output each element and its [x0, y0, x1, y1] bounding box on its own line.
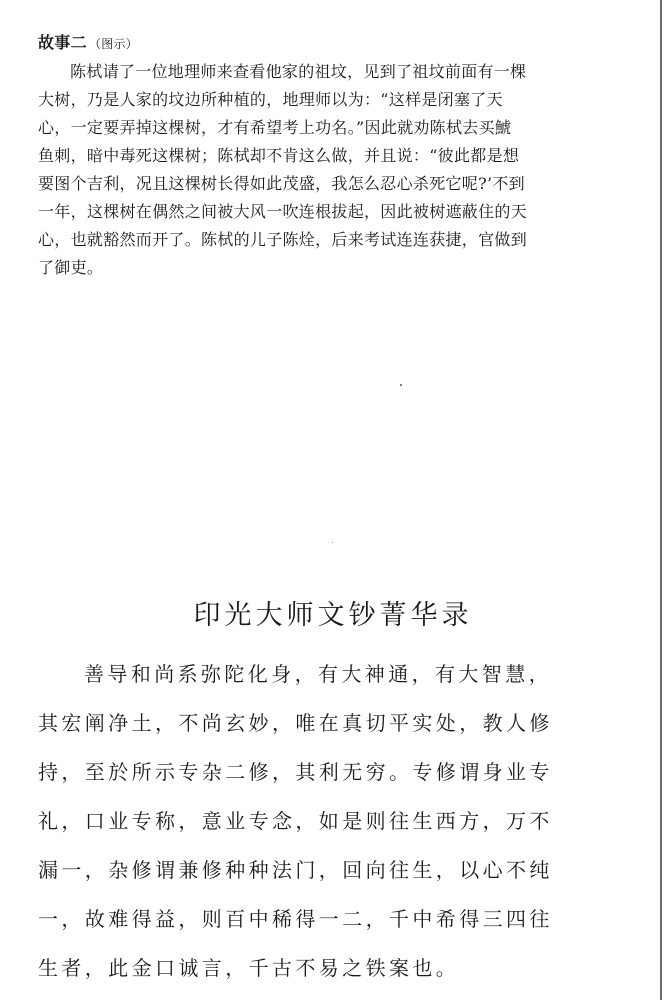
excerpt-line: 礼，口业专称，意业专念，如是则往生西方，万不: [38, 809, 553, 833]
page-edge: [660, 0, 662, 1000]
story-line: 要图个吉利，况且这棵树长得如此茂盛，我怎么忍心杀死它呢?’不到: [38, 174, 525, 193]
excerpt-line: 善导和尚系弥陀化身，有大神通，有大智慧，: [84, 662, 552, 686]
story-line: 了御吏。: [38, 258, 104, 277]
story-line: 陈栻请了一位地理师来查看他家的祖坟，见到了祖坟前面有一棵: [70, 62, 527, 81]
story-line: 大树，乃是人家的坟边所种植的，地理师以为：“这样是闭塞了天: [38, 90, 503, 109]
story-section: [38, 28, 638, 282]
story-line: 鱼刺，暗中毒死这棵树；陈栻却不肯这么做，并且说：“彼此都是想: [38, 146, 520, 165]
story-note: （图示）: [88, 37, 139, 51]
excerpt-line: 持，至於所示专杂二修，其利无穷。专修谓身业专: [38, 760, 553, 784]
story-title: 故事二: [38, 33, 87, 52]
print-speck: [400, 384, 402, 386]
excerpt-section: [38, 650, 638, 993]
excerpt-title: 印光大师文钞菁华录: [193, 600, 473, 631]
excerpt-line: 其宏阐净土，不尚玄妙，唯在真切平实处，教人修: [38, 711, 553, 735]
story-line: 心，一定要弄掉这棵树，才有希望考上功名。”因此就劝陈栻去买鯱: [38, 118, 512, 137]
excerpt-line: 漏一，杂修谓兼修种种法门，回向往生，以心不纯: [38, 858, 553, 882]
excerpt-line: 一，故难得益，则百中稀得一二，千中希得三四往: [38, 907, 553, 931]
story-line: 一年，这棵树在偶然之间被大风一吹连根拔起，因此被树遮蔽住的天: [38, 202, 528, 221]
story-heading: [38, 28, 638, 58]
print-speck: [332, 542, 333, 543]
excerpt-line: 生者，此金口诚言，千古不易之铁案也。: [38, 956, 460, 980]
story-line: 心，也就豁然而开了。陈栻的儿子陈烇，后来考试连连获捷，官做到: [38, 230, 528, 249]
